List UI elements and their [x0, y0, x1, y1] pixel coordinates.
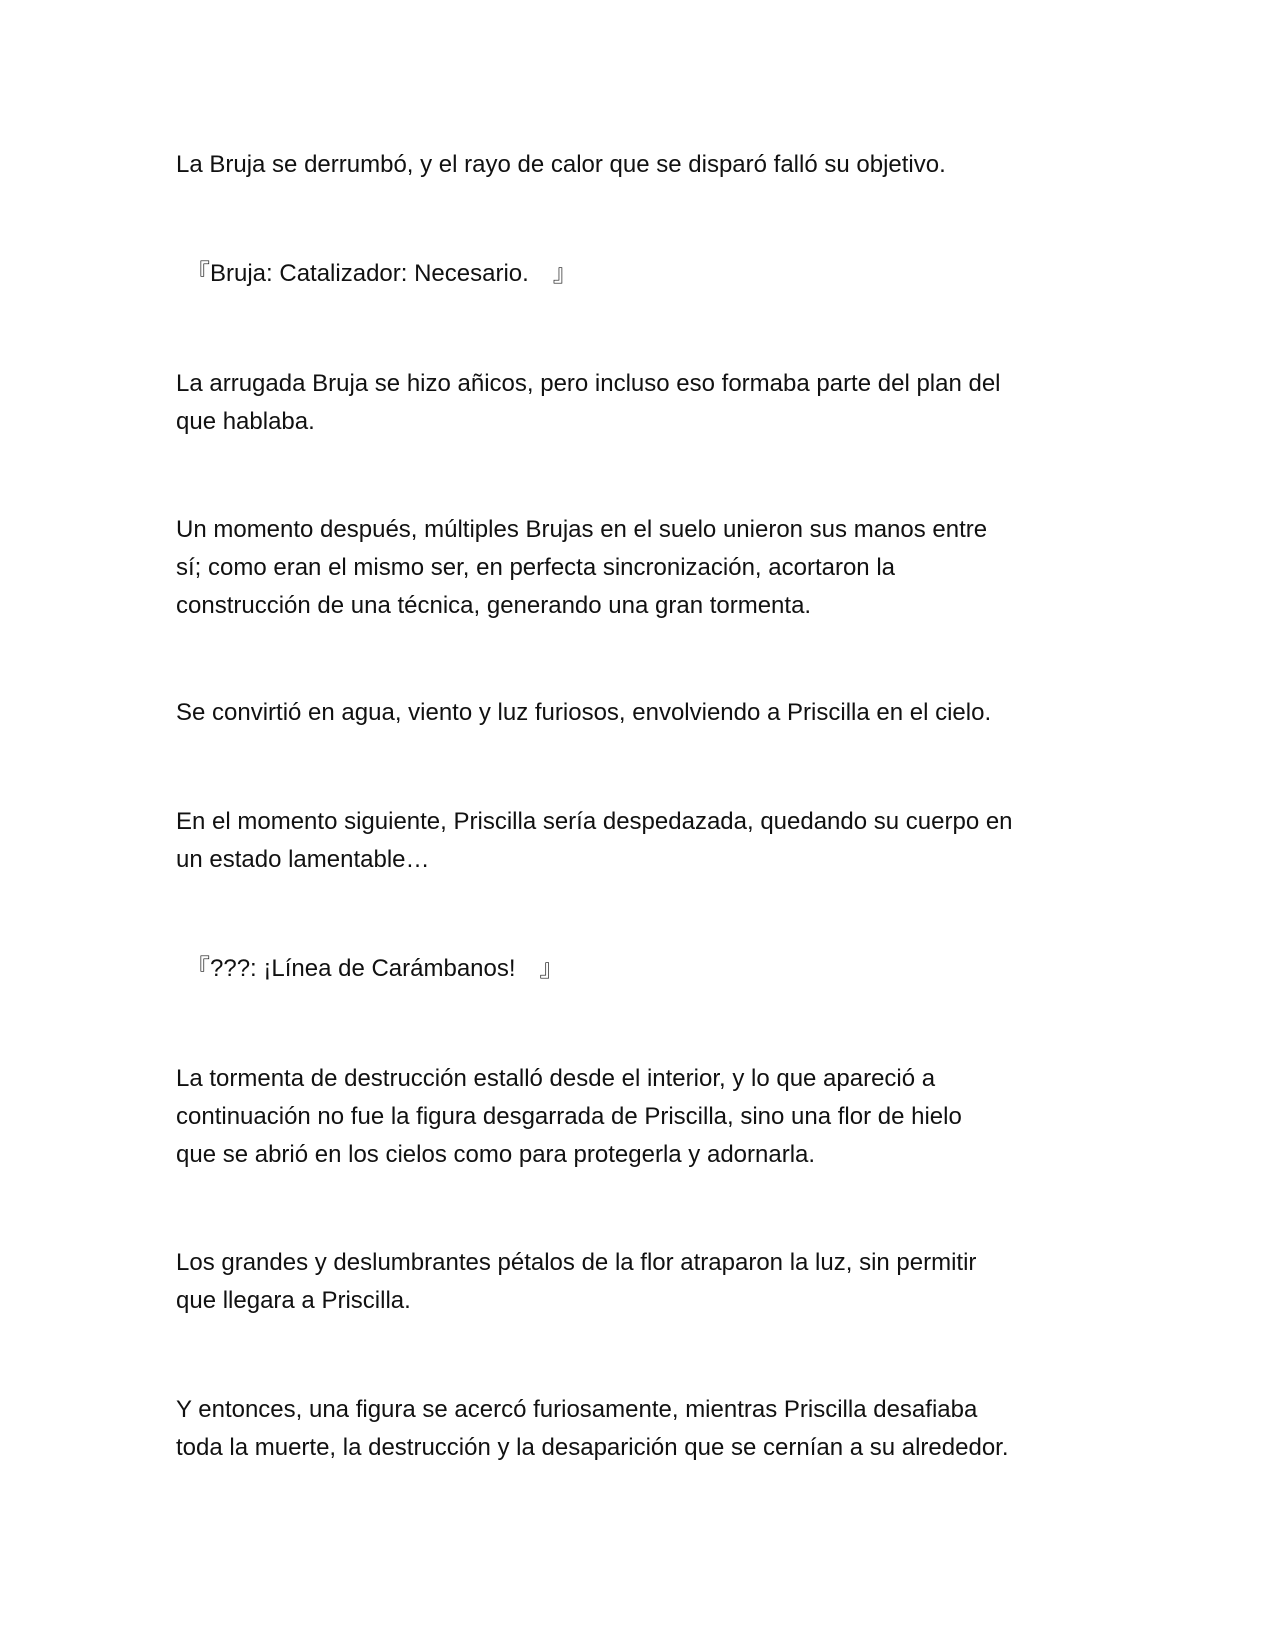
- paragraph-1: La Bruja se derrumbó, y el rayo de calor que se disparó falló su objetivo.: [176, 151, 946, 178]
- paragraph-8: Y entonces, una figura se acercó furiosamente, mientras Priscilla desafiaba toda la muerte, la destrucción y la desaparición que se cernían a su alrededor.: [176, 1396, 1009, 1461]
- paragraph-4: Se convirtió en agua, viento y luz furiosos, envolviendo a Priscilla en el cielo.: [176, 699, 992, 726]
- paragraph-7: Los grandes y deslumbrantes pétalos de la flor atraparon la luz, sin permitir que llegara a Priscilla.: [176, 1249, 977, 1314]
- paragraph-2: La arrugada Bruja se hizo añicos, pero incluso eso formaba parte del plan del que hablaba.: [176, 370, 1001, 435]
- paragraph-6: La tormenta de destrucción estalló desde el interior, y lo que apareció a continuación no fue la figura desgarrada de Priscilla, sino una flor de hielo que se abrió en los cielos como para protegerla y adornarla.: [176, 1065, 962, 1168]
- dialogue-line-1: 『Bruja: Catalizador: Necesario. 』: [186, 260, 577, 287]
- paragraph-5: En el momento siguiente, Priscilla sería despedazada, quedando su cuerpo en un estado lamentable…: [176, 808, 1013, 873]
- paragraph-3: Un momento después, múltiples Brujas en el suelo unieron sus manos entre sí; como eran el mismo ser, en perfecta sincronización, acortaron la construcción de una técnica, generando una gran tormenta.: [176, 516, 988, 619]
- dialogue-line-2: 『???: ¡Línea de Carámbanos! 』: [186, 955, 564, 982]
